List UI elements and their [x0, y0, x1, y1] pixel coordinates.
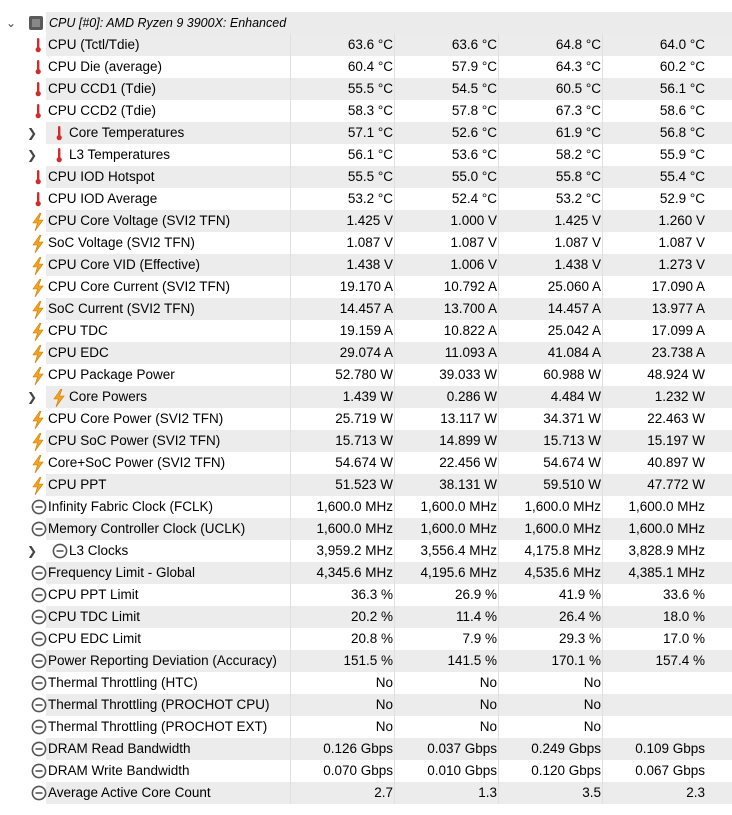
lightning-icon — [31, 411, 45, 427]
sensor-table — [0, 12, 732, 804]
sensor-label: Thermal Throttling (PROCHOT EXT) — [48, 719, 268, 734]
maximum-value: 60.5 °C — [555, 81, 601, 96]
table-row[interactable] — [0, 716, 732, 738]
sensor-label: CPU IOD Average — [48, 191, 158, 206]
maximum-value: 4,535.6 MHz — [524, 565, 601, 580]
table-row[interactable] — [0, 298, 732, 320]
current-value: 56.1 °C — [347, 147, 393, 162]
average-value: 23.738 A — [651, 345, 705, 360]
lightning-icon — [31, 433, 45, 449]
sensor-label: CPU PPT — [48, 477, 107, 492]
table-row[interactable] — [0, 122, 732, 144]
average-value: 60.2 °C — [659, 59, 705, 74]
current-value: 20.8 % — [350, 631, 393, 646]
maximum-value: 14.457 A — [547, 301, 601, 316]
current-value: 20.2 % — [350, 609, 393, 624]
table-row[interactable] — [0, 540, 732, 562]
table-row[interactable] — [0, 364, 732, 386]
current-value: 0.126 Gbps — [323, 741, 393, 756]
thermometer-icon — [31, 169, 45, 185]
lightning-icon — [52, 389, 66, 405]
clock-icon — [52, 543, 66, 559]
maximum-value: 4.484 W — [550, 389, 601, 404]
sensor-label: CPU CCD2 (Tdie) — [48, 103, 157, 118]
maximum-value: No — [583, 675, 601, 690]
minimum-value: 11.093 A — [444, 345, 497, 360]
maximum-value: 4,175.8 MHz — [524, 543, 601, 558]
thermometer-icon — [52, 147, 66, 163]
clock-icon — [31, 499, 45, 515]
average-value: 1,600.0 MHz — [628, 521, 705, 536]
chevron-right-icon[interactable]: ❯ — [26, 544, 38, 558]
table-row[interactable] — [0, 320, 732, 342]
chip-icon — [29, 16, 43, 30]
clock-icon — [31, 521, 45, 537]
current-value: 151.5 % — [343, 653, 393, 668]
thermometer-icon — [31, 103, 45, 119]
sensor-label: CPU EDC Limit — [48, 631, 142, 646]
current-value: 1.439 W — [342, 389, 393, 404]
average-value: 1.087 V — [658, 235, 705, 250]
sensor-label: CPU EDC — [48, 345, 109, 360]
minimum-value: 0.037 Gbps — [427, 741, 497, 756]
sensor-label: Core Powers — [69, 389, 148, 404]
average-value: 1.273 V — [658, 257, 705, 272]
sensor-label: Power Reporting Deviation (Accuracy) — [48, 653, 277, 668]
current-value: 36.3 % — [350, 587, 393, 602]
thermometer-icon — [52, 125, 66, 141]
current-value: 60.4 °C — [347, 59, 393, 74]
sensor-label: CPU SoC Power (SVI2 TFN) — [48, 433, 221, 448]
chevron-right-icon[interactable]: ❯ — [26, 126, 38, 140]
sensor-label: CPU CCD1 (Tdie) — [48, 81, 157, 96]
sensor-label: SoC Voltage (SVI2 TFN) — [48, 235, 195, 250]
minimum-value: 57.9 °C — [451, 59, 497, 74]
minimum-value: 10.822 A — [443, 323, 497, 338]
current-value: 14.457 A — [339, 301, 393, 316]
current-value: 29.074 A — [339, 345, 393, 360]
maximum-value: 53.2 °C — [555, 191, 601, 206]
current-value: 57.1 °C — [347, 125, 393, 140]
current-value: 1.438 V — [346, 257, 393, 272]
current-value: 4,345.6 MHz — [316, 565, 393, 580]
minimum-value: 52.6 °C — [451, 125, 497, 140]
minimum-value: 10.792 A — [443, 279, 497, 294]
table-row[interactable] — [0, 254, 732, 276]
sensor-label: CPU (Tctl/Tdie) — [48, 37, 140, 52]
maximum-value: 41.9 % — [558, 587, 601, 602]
maximum-value: 0.120 Gbps — [531, 763, 601, 778]
maximum-value: 170.1 % — [551, 653, 601, 668]
table-row[interactable] — [0, 496, 732, 518]
minimum-value: 57.8 °C — [451, 103, 497, 118]
average-value: 33.6 % — [662, 587, 705, 602]
lightning-icon — [31, 279, 45, 295]
clock-icon — [31, 741, 45, 757]
minimum-value: 26.9 % — [454, 587, 497, 602]
minimum-value: 55.0 °C — [451, 169, 497, 184]
maximum-value: 59.510 W — [543, 477, 601, 492]
maximum-value: 1.425 V — [554, 213, 601, 228]
sensor-label: Thermal Throttling (PROCHOT CPU) — [48, 697, 270, 712]
sensor-label: CPU TDC Limit — [48, 609, 141, 624]
table-row[interactable] — [0, 166, 732, 188]
average-value: 56.8 °C — [659, 125, 705, 140]
group-title: CPU [#0]: AMD Ryzen 9 3900X: Enhanced — [49, 16, 287, 30]
current-value: 3,959.2 MHz — [316, 543, 393, 558]
sensor-label: CPU Core Power (SVI2 TFN) — [48, 411, 224, 426]
average-value: 17.0 % — [662, 631, 705, 646]
lightning-icon — [31, 455, 45, 471]
average-value: 13.977 A — [651, 301, 705, 316]
minimum-value: 39.033 W — [439, 367, 497, 382]
thermometer-icon — [31, 191, 45, 207]
average-value: 1.232 W — [654, 389, 705, 404]
average-value: 2.3 — [686, 785, 705, 800]
minimum-value: 14.899 W — [439, 433, 497, 448]
current-value: 0.070 Gbps — [323, 763, 393, 778]
current-value: 58.3 °C — [347, 103, 393, 118]
current-value: 2.7 — [374, 785, 393, 800]
minimum-value: 4,195.6 MHz — [420, 565, 497, 580]
clock-icon — [31, 565, 45, 581]
average-value: 55.9 °C — [659, 147, 705, 162]
maximum-value: 1,600.0 MHz — [524, 521, 601, 536]
maximum-value: 61.9 °C — [555, 125, 601, 140]
sensor-label: CPU Die (average) — [48, 59, 163, 74]
minimum-value: 3,556.4 MHz — [420, 543, 497, 558]
table-row[interactable] — [0, 56, 732, 78]
average-value: 52.9 °C — [659, 191, 705, 206]
clock-icon — [31, 785, 45, 801]
sensor-label: CPU TDC — [48, 323, 108, 338]
maximum-value: 3.5 — [582, 785, 601, 800]
sensor-label: Memory Controller Clock (UCLK) — [48, 521, 246, 536]
clock-icon — [31, 675, 45, 691]
chevron-down-icon[interactable]: ⌄ — [5, 16, 17, 30]
sensor-label: CPU Core Current (SVI2 TFN) — [48, 279, 231, 294]
minimum-value: 52.4 °C — [451, 191, 497, 206]
lightning-icon — [31, 213, 45, 229]
maximum-value: No — [583, 697, 601, 712]
minimum-value: 1,600.0 MHz — [420, 499, 497, 514]
thermometer-icon — [31, 81, 45, 97]
clock-icon — [31, 653, 45, 669]
maximum-value: 54.674 W — [543, 455, 601, 470]
lightning-icon — [31, 367, 45, 383]
maximum-value: 0.249 Gbps — [531, 741, 601, 756]
minimum-value: 63.6 °C — [451, 37, 497, 52]
minimum-value: 13.700 A — [443, 301, 497, 316]
maximum-value: 60.988 W — [543, 367, 601, 382]
sensor-label: Core+SoC Power (SVI2 TFN) — [48, 455, 226, 470]
chevron-right-icon[interactable]: ❯ — [26, 390, 38, 404]
current-value: 1.087 V — [346, 235, 393, 250]
minimum-value: 13.117 W — [440, 411, 497, 426]
sensor-label: CPU Core VID (Effective) — [48, 257, 201, 272]
table-row[interactable] — [0, 474, 732, 496]
minimum-value: 0.286 W — [446, 389, 497, 404]
average-value: 55.4 °C — [659, 169, 705, 184]
minimum-value: 1,600.0 MHz — [420, 521, 497, 536]
minimum-value: 1.3 — [478, 785, 497, 800]
table-row[interactable] — [0, 672, 732, 694]
maximum-value: 41.084 A — [547, 345, 601, 360]
sensor-label: L3 Clocks — [69, 543, 129, 558]
minimum-value: 1.000 V — [450, 213, 497, 228]
current-value: 15.713 W — [335, 433, 393, 448]
lightning-icon — [31, 477, 45, 493]
clock-icon — [31, 697, 45, 713]
average-value: 1,600.0 MHz — [628, 499, 705, 514]
sensor-label: Core Temperatures — [69, 125, 185, 140]
table-row[interactable] — [0, 232, 732, 254]
sensor-label: Frequency Limit - Global — [48, 565, 196, 580]
sensor-label: CPU IOD Hotspot — [48, 169, 155, 184]
sensor-label: CPU PPT Limit — [48, 587, 139, 602]
table-row[interactable] — [0, 518, 732, 540]
sensor-label: Average Active Core Count — [48, 785, 211, 800]
thermometer-icon — [31, 59, 45, 75]
table-row[interactable] — [0, 408, 732, 430]
maximum-value: No — [583, 719, 601, 734]
current-value: 1,600.0 MHz — [316, 499, 393, 514]
table-row[interactable] — [0, 628, 732, 650]
chevron-right-icon[interactable]: ❯ — [26, 148, 38, 162]
sensor-label: DRAM Read Bandwidth — [48, 741, 191, 756]
table-row[interactable] — [0, 386, 732, 408]
current-value: 1,600.0 MHz — [316, 521, 393, 536]
table-row[interactable] — [0, 430, 732, 452]
current-value: 53.2 °C — [347, 191, 393, 206]
average-value: 18.0 % — [662, 609, 705, 624]
lightning-icon — [31, 323, 45, 339]
current-value: 51.523 W — [335, 477, 393, 492]
clock-icon — [31, 763, 45, 779]
average-value: 0.109 Gbps — [635, 741, 705, 756]
maximum-value: 64.8 °C — [555, 37, 601, 52]
group-header-cpu[interactable] — [0, 12, 732, 34]
maximum-value: 26.4 % — [558, 609, 601, 624]
maximum-value: 67.3 °C — [555, 103, 601, 118]
sensor-label: CPU Core Voltage (SVI2 TFN) — [48, 213, 231, 228]
current-value: 52.780 W — [335, 367, 393, 382]
average-value: 157.4 % — [655, 653, 705, 668]
sensor-label: CPU Package Power — [48, 367, 175, 382]
current-value: 25.719 W — [335, 411, 393, 426]
current-value: No — [375, 697, 393, 712]
clock-icon — [31, 609, 45, 625]
table-row[interactable] — [0, 276, 732, 298]
table-row[interactable] — [0, 210, 732, 232]
table-row[interactable] — [0, 738, 732, 760]
maximum-value: 25.060 A — [547, 279, 601, 294]
current-value: 54.674 W — [335, 455, 393, 470]
table-row[interactable] — [0, 342, 732, 364]
current-value: No — [375, 675, 393, 690]
table-row[interactable] — [0, 584, 732, 606]
minimum-value: 0.010 Gbps — [427, 763, 497, 778]
sensor-label: Infinity Fabric Clock (FCLK) — [48, 499, 214, 514]
average-value: 1.260 V — [658, 213, 705, 228]
minimum-value: 7.9 % — [462, 631, 497, 646]
average-value: 3,828.9 MHz — [628, 543, 705, 558]
table-row[interactable] — [0, 562, 732, 584]
table-row[interactable] — [0, 100, 732, 122]
table-row[interactable] — [0, 694, 732, 716]
lightning-icon — [31, 257, 45, 273]
lightning-icon — [31, 235, 45, 251]
table-row[interactable] — [0, 452, 732, 474]
table-row[interactable] — [0, 78, 732, 100]
minimum-value: 38.131 W — [439, 477, 497, 492]
current-value: 63.6 °C — [347, 37, 393, 52]
table-row[interactable] — [0, 144, 732, 166]
minimum-value: 11.4 % — [455, 609, 497, 624]
lightning-icon — [31, 301, 45, 317]
maximum-value: 58.2 °C — [555, 147, 601, 162]
lightning-icon — [31, 345, 45, 361]
minimum-value: 141.5 % — [447, 653, 497, 668]
maximum-value: 64.3 °C — [555, 59, 601, 74]
average-value: 22.463 W — [647, 411, 705, 426]
minimum-value: 1.006 V — [450, 257, 497, 272]
table-row[interactable] — [0, 760, 732, 782]
clock-icon — [31, 587, 45, 603]
maximum-value: 1.087 V — [554, 235, 601, 250]
table-row[interactable] — [0, 188, 732, 210]
minimum-value: 53.6 °C — [451, 147, 497, 162]
maximum-value: 29.3 % — [558, 631, 601, 646]
clock-icon — [31, 719, 45, 735]
table-row[interactable] — [0, 606, 732, 628]
maximum-value: 34.371 W — [543, 411, 601, 426]
average-value: 48.924 W — [647, 367, 705, 382]
sensor-label: DRAM Write Bandwidth — [48, 763, 190, 778]
thermometer-icon — [31, 37, 45, 53]
table-row[interactable] — [0, 34, 732, 56]
average-value: 17.090 A — [651, 279, 705, 294]
average-value: 64.0 °C — [659, 37, 705, 52]
sensor-label: SoC Current (SVI2 TFN) — [48, 301, 195, 316]
minimum-value: No — [479, 719, 497, 734]
maximum-value: 1,600.0 MHz — [524, 499, 601, 514]
clock-icon — [31, 631, 45, 647]
maximum-value: 1.438 V — [554, 257, 601, 272]
current-value: 19.170 A — [339, 279, 393, 294]
average-value: 4,385.1 MHz — [628, 565, 705, 580]
minimum-value: No — [479, 697, 497, 712]
sensor-label: L3 Temperatures — [69, 147, 171, 162]
average-value: 56.1 °C — [659, 81, 705, 96]
table-row[interactable] — [0, 650, 732, 672]
average-value: 17.099 A — [651, 323, 705, 338]
current-value: No — [375, 719, 393, 734]
minimum-value: No — [479, 675, 497, 690]
maximum-value: 55.8 °C — [555, 169, 601, 184]
current-value: 1.425 V — [346, 213, 393, 228]
minimum-value: 22.456 W — [439, 455, 497, 470]
average-value: 40.897 W — [647, 455, 705, 470]
current-value: 19.159 A — [339, 323, 393, 338]
sensor-label: Thermal Throttling (HTC) — [48, 675, 198, 690]
table-row[interactable] — [0, 782, 732, 804]
current-value: 55.5 °C — [347, 169, 393, 184]
average-value: 58.6 °C — [659, 103, 705, 118]
average-value: 47.772 W — [647, 477, 705, 492]
maximum-value: 25.042 A — [547, 323, 601, 338]
minimum-value: 54.5 °C — [451, 81, 497, 96]
maximum-value: 15.713 W — [543, 433, 601, 448]
current-value: 55.5 °C — [347, 81, 393, 96]
minimum-value: 1.087 V — [450, 235, 497, 250]
average-value: 15.197 W — [647, 433, 705, 448]
average-value: 0.067 Gbps — [635, 763, 705, 778]
